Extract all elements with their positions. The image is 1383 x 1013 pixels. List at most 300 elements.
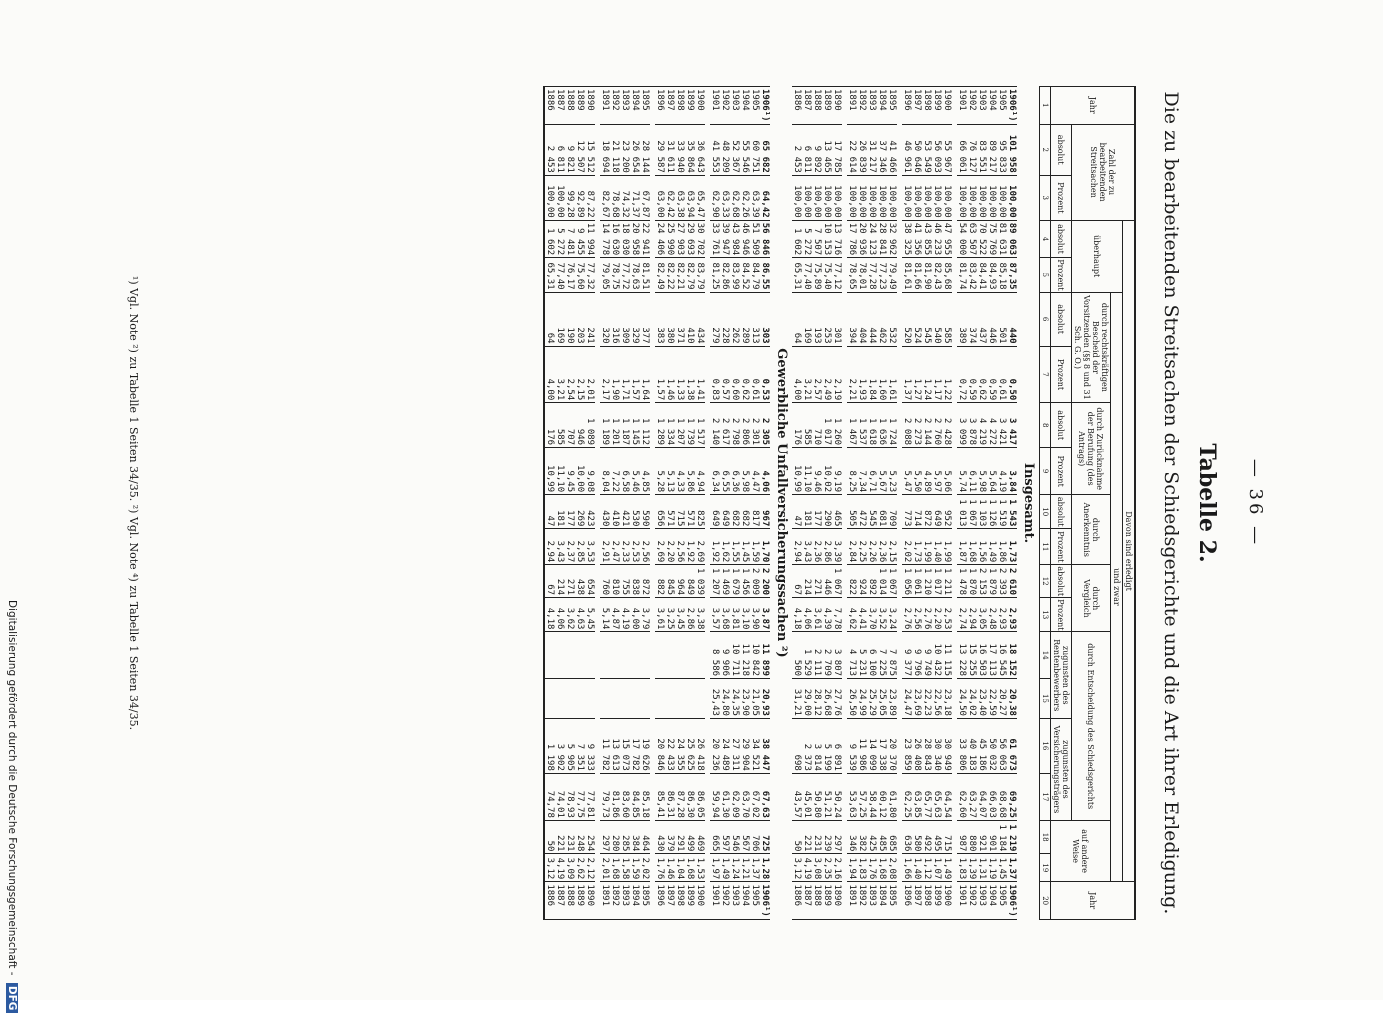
value-cell: 74,01 bbox=[555, 773, 565, 820]
year-cell: 1898 bbox=[922, 882, 932, 920]
value-cell: 75,40 bbox=[822, 258, 832, 292]
value-cell: 4,94 bbox=[695, 448, 705, 495]
value-cell: 78,01 bbox=[857, 258, 867, 292]
value-cell: 987 bbox=[957, 820, 967, 854]
value-cell: 85,18 bbox=[640, 773, 650, 820]
value-cell: 77,23 bbox=[877, 258, 887, 292]
header-andere: auf andere Weise bbox=[1051, 820, 1111, 881]
value-cell: 567 bbox=[740, 820, 750, 854]
value-cell: 1 739 bbox=[685, 403, 695, 448]
value-cell: 5 231 bbox=[857, 632, 867, 679]
value-cell: 1,90 bbox=[610, 346, 620, 403]
value-cell: 3,70 bbox=[867, 598, 877, 632]
table-row bbox=[877, 87, 887, 920]
value-cell bbox=[575, 632, 585, 679]
value-cell: 3,39 bbox=[832, 529, 842, 565]
year-cell: 1902 bbox=[967, 87, 977, 125]
value-cell: 193 bbox=[812, 292, 822, 346]
value-cell: 1 201 bbox=[610, 403, 620, 448]
value-cell: 845 bbox=[665, 565, 675, 598]
header-prozent: Prozent bbox=[1051, 598, 1072, 632]
value-cell: 23 859 bbox=[902, 718, 912, 773]
value-cell: 1,59 bbox=[630, 854, 640, 882]
value-cell: 6 811 bbox=[802, 124, 812, 175]
value-cell: 20 236 bbox=[710, 718, 720, 773]
value-cell: 47 bbox=[544, 495, 555, 529]
value-cell: 3,09 bbox=[565, 854, 575, 882]
value-cell bbox=[655, 632, 665, 679]
value-cell: 5,74 bbox=[957, 448, 967, 495]
year-cell: 1895 bbox=[887, 882, 897, 920]
year-cell: 1899 bbox=[932, 882, 942, 920]
value-cell: 65,31 bbox=[792, 258, 802, 292]
value-cell: 28 841 bbox=[877, 220, 887, 258]
year-cell: 1895 bbox=[887, 87, 897, 125]
value-cell: 2,02 bbox=[902, 529, 912, 565]
header-zahl: Zahl der zu bearbeitenden Streitsachen bbox=[1072, 124, 1136, 220]
value-cell: 585 bbox=[942, 292, 952, 346]
table-row bbox=[665, 87, 675, 920]
table-row bbox=[565, 87, 575, 920]
value-cell: 89 063 bbox=[1007, 220, 1017, 258]
value-cell: 7 507 bbox=[812, 220, 822, 258]
value-cell: 1 260 bbox=[832, 403, 842, 448]
value-cell: 4,89 bbox=[922, 448, 932, 495]
value-cell: 1,27 bbox=[912, 346, 922, 403]
value-cell: 62,90 bbox=[710, 175, 720, 220]
value-cell: 532 bbox=[887, 292, 897, 346]
value-cell: 68,68 bbox=[997, 773, 1007, 820]
year-cell: 1902 bbox=[967, 882, 977, 920]
value-cell: 2,02 bbox=[640, 854, 650, 882]
value-cell: 100,00 bbox=[847, 175, 857, 220]
column-number: 5 bbox=[1040, 258, 1051, 292]
value-cell: 241 bbox=[585, 292, 595, 346]
value-cell: 6,36 bbox=[730, 448, 740, 495]
value-cell: 2,15 bbox=[887, 529, 897, 565]
value-cell: 45 186 bbox=[977, 718, 987, 773]
value-cell: 9 749 bbox=[922, 632, 932, 679]
value-cell: 872 bbox=[922, 495, 932, 529]
header-zuruecknahme: durch Zurücknahme der Berufung (des Antrags) bbox=[1072, 403, 1111, 495]
value-cell: 2,15 bbox=[575, 346, 585, 403]
value-cell: 1,39 bbox=[967, 854, 977, 882]
column-number: 1 bbox=[1040, 87, 1051, 125]
value-cell: 1 517 bbox=[695, 403, 705, 448]
value-cell: 3 814 bbox=[812, 718, 822, 773]
value-cell: 82,49 bbox=[655, 258, 665, 292]
value-cell: 36 643 bbox=[695, 124, 705, 175]
value-cell: 20 958 bbox=[630, 220, 640, 258]
value-cell: 3,90 bbox=[750, 598, 760, 632]
value-cell: 30 949 bbox=[942, 718, 952, 773]
table-row bbox=[575, 87, 585, 920]
value-cell: 3,25 bbox=[665, 598, 675, 632]
value-cell: 2,16 bbox=[832, 854, 842, 882]
value-cell: 22,59 bbox=[987, 679, 997, 719]
value-cell: 1,55 bbox=[730, 529, 740, 565]
value-cell: 2,76 bbox=[902, 598, 912, 632]
value-cell: 40 183 bbox=[967, 718, 977, 773]
value-cell: 1 017 bbox=[822, 403, 832, 448]
year-cell: 1892 bbox=[610, 87, 620, 125]
value-cell: 1,19 bbox=[987, 854, 997, 882]
value-cell: 1 334 bbox=[665, 403, 675, 448]
value-cell: 254 bbox=[585, 820, 595, 854]
value-cell: 1,83 bbox=[857, 854, 867, 882]
header-absolut: absolut bbox=[1051, 292, 1072, 346]
table-row bbox=[555, 87, 565, 920]
value-cell: 1 602 bbox=[544, 220, 555, 258]
value-cell: 280 bbox=[610, 820, 620, 854]
value-cell: 1,59 bbox=[750, 529, 760, 565]
value-cell: 169 bbox=[555, 292, 565, 346]
value-cell: 3,43 bbox=[555, 529, 565, 565]
value-cell: 79,05 bbox=[600, 258, 610, 292]
value-cell: 16 545 bbox=[997, 632, 1007, 679]
value-cell: 2,56 bbox=[640, 529, 650, 565]
value-cell: 81,74 bbox=[957, 258, 967, 292]
value-cell: 51 509 bbox=[750, 220, 760, 258]
value-cell: 0,50 bbox=[1007, 346, 1017, 403]
value-cell: 7,78 bbox=[832, 598, 842, 632]
value-cell: 6,58 bbox=[620, 448, 630, 495]
value-cell bbox=[544, 632, 555, 679]
value-cell: 5,86 bbox=[685, 448, 695, 495]
value-cell: 438 bbox=[575, 565, 585, 598]
value-cell: 924 bbox=[857, 565, 867, 598]
value-cell bbox=[655, 679, 665, 719]
value-cell: 1 467 bbox=[847, 403, 857, 448]
value-cell: 4,19 bbox=[620, 598, 630, 632]
value-cell: 26,68 bbox=[822, 679, 832, 719]
column-number: 13 bbox=[1040, 598, 1051, 632]
value-cell: 2,35 bbox=[822, 854, 832, 882]
value-cell: 19 626 bbox=[640, 718, 650, 773]
year-cell: 1902 bbox=[720, 87, 730, 125]
header-absolut: absolut bbox=[1051, 220, 1072, 258]
header-prozent: Prozent bbox=[1051, 175, 1072, 220]
value-cell: 50,24 bbox=[832, 773, 842, 820]
value-cell: 5,64 bbox=[987, 448, 997, 495]
value-cell: 882 bbox=[655, 565, 665, 598]
value-cell: 9 539 bbox=[847, 718, 857, 773]
value-cell: 9 892 bbox=[812, 124, 822, 175]
value-cell: 47 955 bbox=[942, 220, 952, 258]
value-cell: 2,33 bbox=[620, 529, 630, 565]
value-cell: 4,85 bbox=[640, 448, 650, 495]
value-cell: 5,46 bbox=[630, 448, 640, 495]
value-cell: 1,28 bbox=[760, 854, 770, 882]
year-cell: 1893 bbox=[620, 882, 630, 920]
column-number: 3 bbox=[1040, 175, 1051, 220]
value-cell: 5,28 bbox=[655, 448, 665, 495]
value-cell: 472 bbox=[857, 495, 867, 529]
value-cell bbox=[665, 679, 675, 719]
value-cell: 95 833 bbox=[997, 124, 1007, 175]
value-cell: 755 bbox=[620, 565, 630, 598]
value-cell: 181 bbox=[555, 495, 565, 529]
value-cell: 27 903 bbox=[675, 220, 685, 258]
year-cell: 1887 bbox=[555, 882, 565, 920]
value-cell: 271 bbox=[565, 565, 575, 598]
value-cell: 86,30 bbox=[685, 773, 695, 820]
value-cell: 921 bbox=[977, 820, 987, 854]
value-cell: 2,57 bbox=[812, 346, 822, 403]
value-cell bbox=[575, 679, 585, 719]
value-cell: 78,65 bbox=[847, 258, 857, 292]
value-cell: 2,86 bbox=[685, 598, 695, 632]
value-cell: 810 bbox=[610, 565, 620, 598]
year-cell: 1900 bbox=[942, 882, 952, 920]
value-cell: 1,62 bbox=[720, 529, 730, 565]
table-row bbox=[902, 87, 912, 920]
header-absolut: absolut bbox=[1051, 403, 1072, 448]
value-cell: 585 bbox=[555, 403, 565, 448]
value-cell: 25 625 bbox=[685, 718, 695, 773]
value-cell: 4,06 bbox=[802, 598, 812, 632]
value-cell: 24 406 bbox=[655, 220, 665, 258]
table-row bbox=[997, 87, 1007, 920]
value-cell: 16 630 bbox=[610, 220, 620, 258]
table-row bbox=[942, 87, 952, 920]
value-cell: 1 067 bbox=[967, 495, 977, 529]
value-cell: 75 769 bbox=[987, 220, 997, 258]
value-cell bbox=[610, 632, 620, 679]
value-cell: 30 340 bbox=[932, 718, 942, 773]
value-cell: 26 839 bbox=[857, 124, 867, 175]
year-cell: 1890 bbox=[832, 882, 842, 920]
header-ueberhaupt: überhaupt bbox=[1072, 220, 1123, 292]
table-row bbox=[977, 87, 987, 920]
year-cell: 1903 bbox=[977, 87, 987, 125]
table-row bbox=[812, 87, 822, 920]
rotated-page bbox=[127, 86, 1266, 920]
year-cell: 1894 bbox=[877, 882, 887, 920]
value-cell: 14 099 bbox=[867, 718, 877, 773]
year-cell: 1886 bbox=[544, 882, 555, 920]
value-cell: 10,02 bbox=[822, 448, 832, 495]
year-cell: 1899 bbox=[685, 882, 695, 920]
value-cell: 437 bbox=[977, 292, 987, 346]
value-cell: 77,81 bbox=[585, 773, 595, 820]
value-cell: 176 bbox=[544, 403, 555, 448]
value-cell: 41 466 bbox=[887, 124, 897, 175]
value-cell: 499 bbox=[685, 820, 695, 854]
value-cell: 382 bbox=[857, 820, 867, 854]
value-cell: 3,61 bbox=[655, 598, 665, 632]
value-cell: 1,31 bbox=[977, 854, 987, 882]
value-cell: 3,61 bbox=[812, 598, 822, 632]
value-cell: 15 073 bbox=[620, 718, 630, 773]
value-cell: 1 636 bbox=[877, 403, 887, 448]
value-cell: 23,69 bbox=[912, 679, 922, 719]
value-cell: 1,66 bbox=[902, 854, 912, 882]
column-number: 6 bbox=[1040, 292, 1051, 346]
value-cell: 76,17 bbox=[565, 258, 575, 292]
value-cell: 77,12 bbox=[832, 258, 842, 292]
column-number: 11 bbox=[1040, 529, 1051, 565]
value-cell: 1,68 bbox=[877, 854, 887, 882]
year-cell: 1894 bbox=[630, 87, 640, 125]
value-cell: 39 947 bbox=[720, 220, 730, 258]
value-cell bbox=[685, 679, 695, 719]
table-row bbox=[987, 87, 997, 920]
value-cell: 25,29 bbox=[867, 679, 877, 719]
value-cell: 231 bbox=[565, 820, 575, 854]
value-cell: 70 522 bbox=[977, 220, 987, 258]
value-cell: 17 338 bbox=[877, 718, 887, 773]
value-cell: 3 421 bbox=[997, 403, 1007, 448]
value-cell: 50 032 bbox=[987, 718, 997, 773]
value-cell: 31,21 bbox=[792, 679, 802, 719]
value-cell: 77,75 bbox=[575, 773, 585, 820]
value-cell: 43,57 bbox=[792, 773, 802, 820]
value-cell: 14 778 bbox=[600, 220, 610, 258]
table-row bbox=[887, 87, 897, 920]
value-cell: 3 417 bbox=[1007, 403, 1017, 448]
value-cell: 13 613 bbox=[610, 718, 620, 773]
value-cell: 1,24 bbox=[730, 854, 740, 882]
value-cell: 4,19 bbox=[555, 854, 565, 882]
value-cell: 10 842 bbox=[750, 632, 760, 679]
value-cell: 11 782 bbox=[600, 718, 610, 773]
value-cell: 100,00 bbox=[997, 175, 1007, 220]
value-cell: 1 679 bbox=[730, 565, 740, 598]
year-cell: 1892 bbox=[857, 87, 867, 125]
value-cell: 35 864 bbox=[685, 124, 695, 175]
value-cell: 62,26 bbox=[740, 175, 750, 220]
table-row bbox=[720, 87, 730, 920]
value-cell: 682 bbox=[730, 495, 740, 529]
table-row bbox=[630, 87, 640, 920]
year-cell: 1898 bbox=[922, 87, 932, 125]
year-cell: 1891 bbox=[847, 87, 857, 125]
value-cell: 6,71 bbox=[867, 448, 877, 495]
value-cell: 4,87 bbox=[610, 598, 620, 632]
value-cell: 71,37 bbox=[630, 175, 640, 220]
value-cell: 26,50 bbox=[847, 679, 857, 719]
value-cell: 2,20 bbox=[665, 529, 675, 565]
value-cell: 24 123 bbox=[867, 220, 877, 258]
year-cell: 1890 bbox=[585, 87, 595, 125]
value-cell: 10,99 bbox=[792, 448, 802, 495]
value-cell: 56 846 bbox=[760, 220, 770, 258]
value-cell: 78,93 bbox=[565, 773, 575, 820]
header-zugunsten-rentenbewerber: zugunsten des Rentenbewerbers bbox=[1051, 632, 1072, 718]
column-number: 7 bbox=[1040, 346, 1051, 403]
value-cell bbox=[620, 632, 630, 679]
value-cell: 181 bbox=[802, 495, 812, 529]
value-cell: 22,56 bbox=[932, 679, 942, 719]
table-header bbox=[1040, 87, 1136, 920]
table-row bbox=[730, 87, 740, 920]
value-cell: 4 713 bbox=[847, 632, 857, 679]
value-cell: 63,94 bbox=[685, 175, 695, 220]
value-cell: 228 bbox=[720, 292, 730, 346]
value-cell: 1,58 bbox=[620, 854, 630, 882]
value-cell: 9 796 bbox=[912, 632, 922, 679]
value-cell: 64 bbox=[792, 292, 802, 346]
dfg-logo: DFG bbox=[6, 983, 18, 1013]
value-cell: 50,80 bbox=[812, 773, 822, 820]
value-cell: 101 958 bbox=[1007, 124, 1017, 175]
value-cell: 1 618 bbox=[867, 403, 877, 448]
value-cell: 6 811 bbox=[555, 124, 565, 175]
value-cell: 17 113 bbox=[987, 632, 997, 679]
value-cell: 3,57 bbox=[710, 598, 720, 632]
value-cell: 0,62 bbox=[977, 346, 987, 403]
value-cell: 4 219 bbox=[977, 403, 987, 448]
header-davon: Davon sind erledigt bbox=[1123, 220, 1136, 882]
value-cell bbox=[610, 679, 620, 719]
value-cell: 86,55 bbox=[760, 258, 770, 292]
year-cell: 1894 bbox=[877, 87, 887, 125]
value-cell: 2,08 bbox=[887, 854, 897, 882]
value-cell: 4,62 bbox=[847, 598, 857, 632]
value-cell: 383 bbox=[655, 292, 665, 346]
value-cell: 67,87 bbox=[640, 175, 650, 220]
value-cell: 1,46 bbox=[665, 346, 675, 403]
value-cell: 4,41 bbox=[857, 598, 867, 632]
value-cell: 248 bbox=[575, 820, 585, 854]
value-cell: 4,00 bbox=[630, 598, 640, 632]
value-cell: 38 325 bbox=[902, 220, 912, 258]
value-cell: 214 bbox=[555, 565, 565, 598]
value-cell: 169 bbox=[802, 292, 812, 346]
value-cell: 74,32 bbox=[620, 175, 630, 220]
value-cell: 18 694 bbox=[600, 124, 610, 175]
value-cell: 253 bbox=[822, 292, 832, 346]
value-cell: 1 145 bbox=[630, 403, 640, 448]
value-cell: 530 bbox=[630, 495, 640, 529]
value-cell: 7 481 bbox=[565, 220, 575, 258]
value-cell: 13 716 bbox=[832, 220, 842, 258]
value-cell: 1,12 bbox=[922, 854, 932, 882]
value-cell: 501 bbox=[997, 292, 1007, 346]
value-cell: 16 503 bbox=[977, 632, 987, 679]
year-cell: 1901 bbox=[710, 882, 720, 920]
value-cell: 849 bbox=[685, 565, 695, 598]
value-cell: 545 bbox=[922, 292, 932, 346]
value-cell: 81,25 bbox=[710, 258, 720, 292]
value-cell: 379 bbox=[665, 820, 675, 854]
value-cell: 67 bbox=[792, 565, 802, 598]
year-cell: 1900 bbox=[695, 882, 705, 920]
value-cell: 446 bbox=[987, 292, 997, 346]
value-cell: 3,21 bbox=[802, 346, 812, 403]
column-number: 9 bbox=[1040, 448, 1051, 495]
value-cell: 1,68 bbox=[967, 529, 977, 565]
value-cell: 2 009 bbox=[750, 565, 760, 598]
value-cell: 5,45 bbox=[585, 598, 595, 632]
value-cell: 86,05 bbox=[695, 773, 705, 820]
header-prozent: Prozent bbox=[1051, 529, 1072, 565]
value-cell: 11 218 bbox=[740, 632, 750, 679]
value-cell: 2 453 bbox=[792, 124, 802, 175]
year-cell: 1903 bbox=[730, 882, 740, 920]
value-cell: 23 200 bbox=[620, 124, 630, 175]
value-cell: 22,23 bbox=[922, 679, 932, 719]
value-cell: 100,00 bbox=[802, 175, 812, 220]
value-cell: 11 994 bbox=[585, 220, 595, 258]
value-cell bbox=[640, 632, 650, 679]
value-cell bbox=[675, 679, 685, 719]
table-row bbox=[847, 87, 857, 920]
value-cell: 51,21 bbox=[822, 773, 832, 820]
year-cell: 1889 bbox=[822, 87, 832, 125]
value-cell: 100,00 bbox=[932, 175, 942, 220]
